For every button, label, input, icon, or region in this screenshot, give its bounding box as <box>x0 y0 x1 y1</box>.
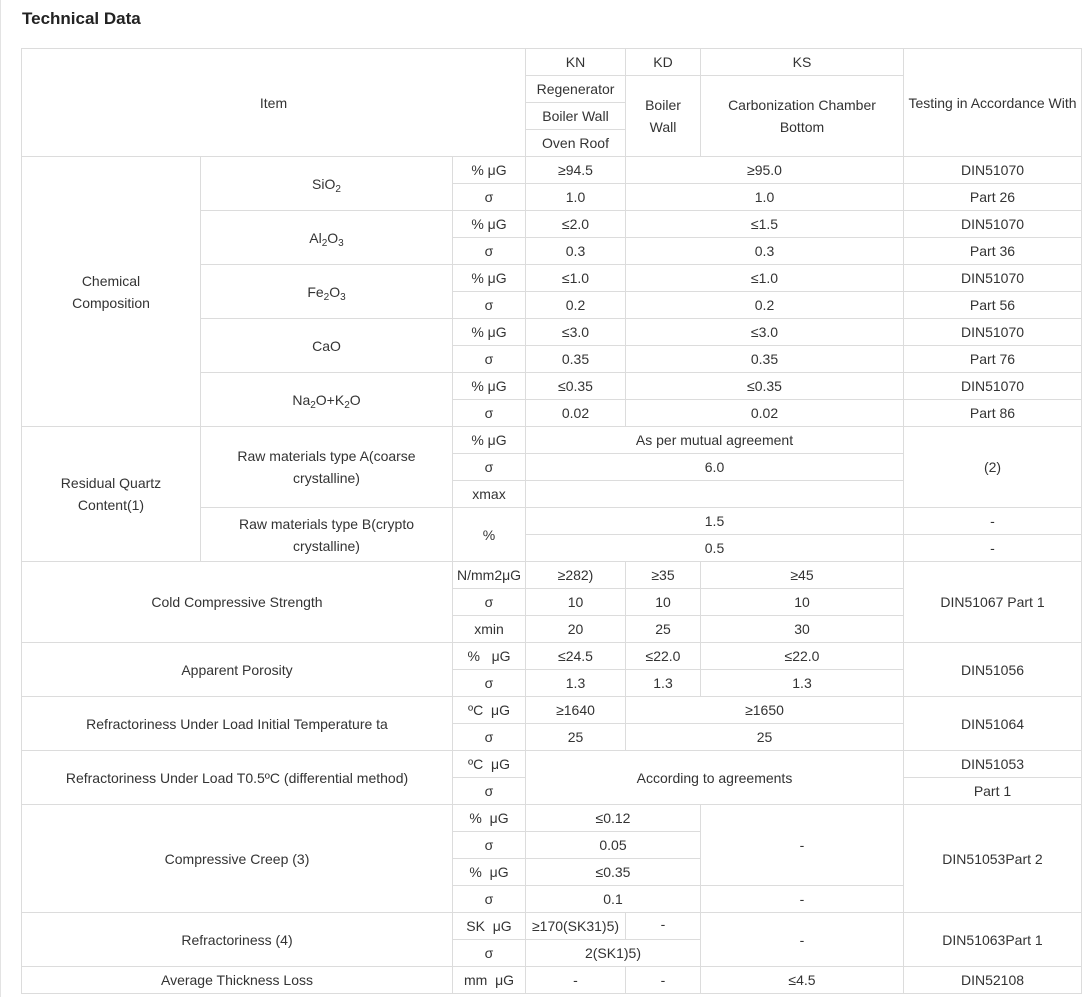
unit-cell: % μG <box>453 373 526 400</box>
value-cell: 10 <box>626 589 701 616</box>
value-cell: ≤1.5 <box>626 211 904 238</box>
test-cell: Part 86 <box>904 400 1082 427</box>
value-cell <box>526 481 904 508</box>
value-cell: 25 <box>626 724 904 751</box>
value-cell: ≥94.5 <box>526 157 626 184</box>
header-item: Item <box>22 49 526 157</box>
raw-material-type-b: Raw materials type B(crypto crystalline) <box>201 508 453 562</box>
value-cell: ≤22.0 <box>701 643 904 670</box>
unit-cell: σ <box>453 238 526 265</box>
value-cell: According to agreements <box>526 751 904 805</box>
average-thickness-loss-label: Average Thickness Loss <box>22 967 453 994</box>
value-cell: 1.3 <box>526 670 626 697</box>
value-cell: ≤22.0 <box>626 643 701 670</box>
unit-cell: xmax <box>453 481 526 508</box>
value-cell: 0.35 <box>526 346 626 373</box>
formula-al2o3: $Al_2O_3$ <box>201 211 453 265</box>
value-cell: ≤2.0 <box>526 211 626 238</box>
value-cell: 25 <box>626 616 701 643</box>
value-cell: As per mutual agreement <box>526 427 904 454</box>
test-cell: DIN51056 <box>904 643 1082 697</box>
value-cell: - <box>526 967 626 994</box>
header-testing: Testing in Accordance With <box>904 49 1082 157</box>
unit-cell: σ <box>453 454 526 481</box>
residual-quartz-label: Residual Quartz Content(1) <box>22 427 201 562</box>
rul-t05-label: Refractoriness Under Load T0.5ºC (differential method) <box>22 751 453 805</box>
test-cell: DIN51067 Part 1 <box>904 562 1082 643</box>
test-cell: Part 36 <box>904 238 1082 265</box>
unit-cell: σ <box>453 400 526 427</box>
section-title: Technical Data <box>22 9 141 28</box>
value-cell: ≤1.0 <box>526 265 626 292</box>
value-cell: ≤3.0 <box>626 319 904 346</box>
unit-cell: xmin <box>453 616 526 643</box>
unit-cell: σ <box>453 778 526 805</box>
test-cell: - <box>904 535 1082 562</box>
value-cell: ≤0.35 <box>526 373 626 400</box>
value-cell: - <box>701 805 904 886</box>
refractoriness-label: Refractoriness (4) <box>22 913 453 967</box>
value-cell: ≥282) <box>526 562 626 589</box>
value-cell: 1.5 <box>526 508 904 535</box>
unit-cell: σ <box>453 724 526 751</box>
value-cell: 30 <box>701 616 904 643</box>
value-cell: 0.02 <box>626 400 904 427</box>
unit-cell: σ <box>453 292 526 319</box>
unit-cell: σ <box>453 670 526 697</box>
header-kn-use: Boiler Wall <box>526 103 626 130</box>
formula-cao: CaO <box>201 319 453 373</box>
unit-cell: N/mm2μG <box>453 562 526 589</box>
value-cell: - <box>626 967 701 994</box>
page-left-border <box>0 0 1 997</box>
test-cell: - <box>904 508 1082 535</box>
value-cell: - <box>701 913 904 967</box>
unit-cell: % μG <box>453 859 526 886</box>
unit-cell: ºC μG <box>453 697 526 724</box>
test-cell: DIN51053 <box>904 751 1082 778</box>
test-cell: DIN51070 <box>904 265 1082 292</box>
test-cell: DIN51053Part 2 <box>904 805 1082 913</box>
value-cell: ≤3.0 <box>526 319 626 346</box>
value-cell: ≥45 <box>701 562 904 589</box>
header-ks-use: Carbonization Chamber Bottom <box>701 76 904 157</box>
value-cell: 0.2 <box>526 292 626 319</box>
unit-cell: % μG <box>453 265 526 292</box>
value-cell: 25 <box>526 724 626 751</box>
value-cell: 0.05 <box>526 832 701 859</box>
raw-material-type-a: Raw materials type A(coarse crystalline) <box>201 427 453 508</box>
test-cell: Part 26 <box>904 184 1082 211</box>
unit-cell: % <box>453 508 526 562</box>
value-cell: ≥35 <box>626 562 701 589</box>
formula-fe2o3: $Fe_2O_3$ <box>201 265 453 319</box>
unit-cell: σ <box>453 184 526 211</box>
value-cell: ≥95.0 <box>626 157 904 184</box>
value-cell: 1.3 <box>626 670 701 697</box>
value-cell: ≤4.5 <box>701 967 904 994</box>
test-cell: Part 76 <box>904 346 1082 373</box>
header-kn-use: Regenerator <box>526 76 626 103</box>
value-cell: ≤0.12 <box>526 805 701 832</box>
formula-na2o-k2o: $Na_2O+K_2O$ <box>201 373 453 427</box>
test-cell: (2) <box>904 427 1082 508</box>
unit-cell: σ <box>453 832 526 859</box>
test-cell: DIN51070 <box>904 319 1082 346</box>
test-cell: DIN51070 <box>904 157 1082 184</box>
unit-cell: SK μG <box>453 913 526 940</box>
value-cell: ≥1650 <box>626 697 904 724</box>
value-cell: 0.1 <box>526 886 701 913</box>
apparent-porosity-label: Apparent Porosity <box>22 643 453 697</box>
header-kn: KN <box>526 49 626 76</box>
unit-cell: σ <box>453 346 526 373</box>
value-cell: 0.3 <box>626 238 904 265</box>
test-cell: Part 1 <box>904 778 1082 805</box>
header-kd-use: Boiler Wall <box>626 76 701 157</box>
value-cell: 1.0 <box>626 184 904 211</box>
formula-sio2: SiO$_2$ <box>201 157 453 211</box>
value-cell: ≥1640 <box>526 697 626 724</box>
value-cell: 20 <box>526 616 626 643</box>
value-cell: 1.0 <box>526 184 626 211</box>
value-cell: 6.0 <box>526 454 904 481</box>
unit-cell: % μG <box>453 319 526 346</box>
rul-initial-temperature-label: Refractoriness Under Load Initial Temperature ta <box>22 697 453 751</box>
value-cell: 0.35 <box>626 346 904 373</box>
unit-cell: σ <box>453 589 526 616</box>
value-cell: 1.3 <box>701 670 904 697</box>
value-cell: - <box>701 886 904 913</box>
value-cell: 2(SK1)5) <box>526 940 701 967</box>
value-cell: 10 <box>701 589 904 616</box>
value-cell: 0.3 <box>526 238 626 265</box>
unit-cell: % μG <box>453 211 526 238</box>
unit-cell: % μG <box>453 805 526 832</box>
value-cell: ≤24.5 <box>526 643 626 670</box>
unit-cell: σ <box>453 940 526 967</box>
chemical-composition-label: Chemical Composition <box>22 157 201 427</box>
compressive-creep-label: Compressive Creep (3) <box>22 805 453 913</box>
technical-data-table <box>21 48 1082 994</box>
value-cell: 0.2 <box>626 292 904 319</box>
unit-cell: % μG <box>453 643 526 670</box>
unit-cell: % μG <box>453 157 526 184</box>
test-cell: DIN52108 <box>904 967 1082 994</box>
value-cell: 0.5 <box>526 535 904 562</box>
test-cell: DIN51064 <box>904 697 1082 751</box>
test-cell: DIN51063Part 1 <box>904 913 1082 967</box>
value-cell: 10 <box>526 589 626 616</box>
value-cell: 0.02 <box>526 400 626 427</box>
value-cell: - <box>626 913 701 940</box>
unit-cell: ºC μG <box>453 751 526 778</box>
test-cell: DIN51070 <box>904 211 1082 238</box>
value-cell: ≤1.0 <box>626 265 904 292</box>
cold-compressive-strength-label: Cold Compressive Strength <box>22 562 453 643</box>
value-cell: ≥170(SK31)5) <box>526 913 626 940</box>
value-cell: ≤0.35 <box>626 373 904 400</box>
unit-cell: σ <box>453 886 526 913</box>
unit-cell: % μG <box>453 427 526 454</box>
value-cell: ≤0.35 <box>526 859 701 886</box>
header-ks: KS <box>701 49 904 76</box>
test-cell: DIN51070 <box>904 373 1082 400</box>
test-cell: Part 56 <box>904 292 1082 319</box>
header-kd: KD <box>626 49 701 76</box>
header-kn-use: Oven Roof <box>526 130 626 157</box>
unit-cell: mm μG <box>453 967 526 994</box>
